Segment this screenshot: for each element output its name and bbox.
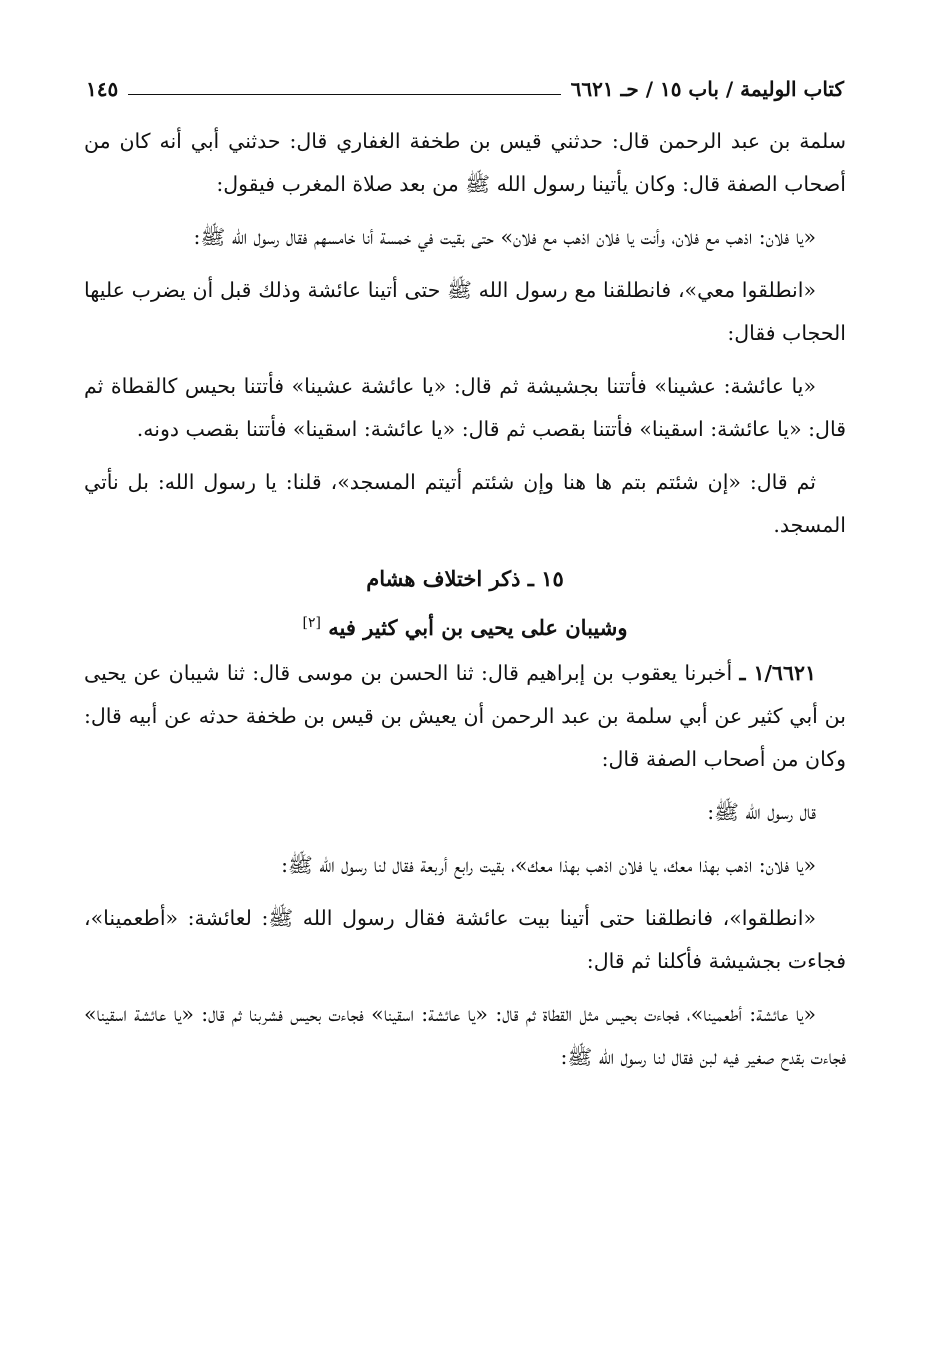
running-head (86, 74, 844, 104)
hadith-number: ١/٦٦٢١ ـ (739, 661, 816, 685)
paragraph: «انطلقوا معي»، فانطلقنا مع رسول الله ﷺ حتى أتينا عائشة وذلك قبل أن يضرب عليها الحجاب فقال: (84, 278, 846, 345)
running-head-title: كتاب الوليمة / باب ١٥ / حـ ٦٦٢١ (570, 77, 844, 101)
paragraph: سلمة بن عبد الرحمن قال: حدثني قيس بن طخفة الغفاري قال: حدثني أبي أنه كان من أصحاب الصفة قال: وكان يأتينا رسول الله ﷺ من بعد صلاة المغرب فيقول: (84, 129, 846, 196)
paragraph: «يا فلان: اذهب مع فلان، وأنت يا فلان اذهب مع فلان» حتى بقيت في خمسة أنا خامسهم فقال رسول الله ﷺ: (193, 225, 816, 249)
section-heading-text: وشيبان على يحيى بن أبي كثير فيه (328, 615, 628, 640)
paragraph: «يا عائشة: أطعمينا»، فجاءت بحيس مثل القطاة ثم قال: «يا عائشة: اسقينا» فجاءت بحيس فشربنا ثم قال: «يا عائشة اسقينا» فجاءت بقدح صغير فيه لبن فقال لنا رسول الله ﷺ: (84, 1002, 846, 1069)
paragraph: «يا فلان: اذهب بهذا معك، يا فلان اذهب بهذا معك»، بقيت رابع أربعة فقال لنا رسول الله ﷺ: (281, 853, 816, 877)
section-heading (84, 557, 846, 650)
hadith-text: أخبرنا يعقوب بن إبراهيم قال: ثنا الحسن بن موسى قال: ثنا شيبان عن يحيى بن أبي كثير عن أبي سلمة بن عبد الرحمن أن يعيش بن قيس بن طخفة حدثه عن أبيه قال: وكان من أصحاب الصفة قال: (84, 661, 846, 771)
paragraph: قال رسول الله ﷺ: (707, 800, 816, 824)
section-heading-line2 (84, 601, 846, 650)
page-number: ١٤٥ (86, 77, 119, 101)
body-text (84, 120, 846, 1089)
running-head-rule (128, 94, 560, 95)
paragraph: ثم قال: «إن شئتم بتم ها هنا وإن شئتم أتيتم المسجد»، قلنا: يا رسول الله: بل نأتي المسجد. (84, 470, 846, 537)
hadith-paragraph (84, 652, 846, 781)
paragraph: «انطلقوا»، فانطلقنا حتى أتينا بيت عائشة فقال رسول الله ﷺ: لعائشة: «أطعمينا»، فجاءت بجشيشة فأكلنا ثم قال: (84, 906, 846, 973)
section-heading-line1: ١٥ ـ ذكر اختلاف هشام (366, 566, 564, 591)
footnote-ref: [٢] (302, 615, 321, 631)
paragraph: «يا عائشة: عشينا» فأتتنا بجشيشة ثم قال: «يا عائشة عشينا» فأتتنا بحيس كالقطاة ثم قال: «يا عائشة: اسقينا» فأتتنا بقصب ثم قال: «يا عائشة: اسقينا» فأتتنا بقصب دونه. (84, 374, 846, 441)
